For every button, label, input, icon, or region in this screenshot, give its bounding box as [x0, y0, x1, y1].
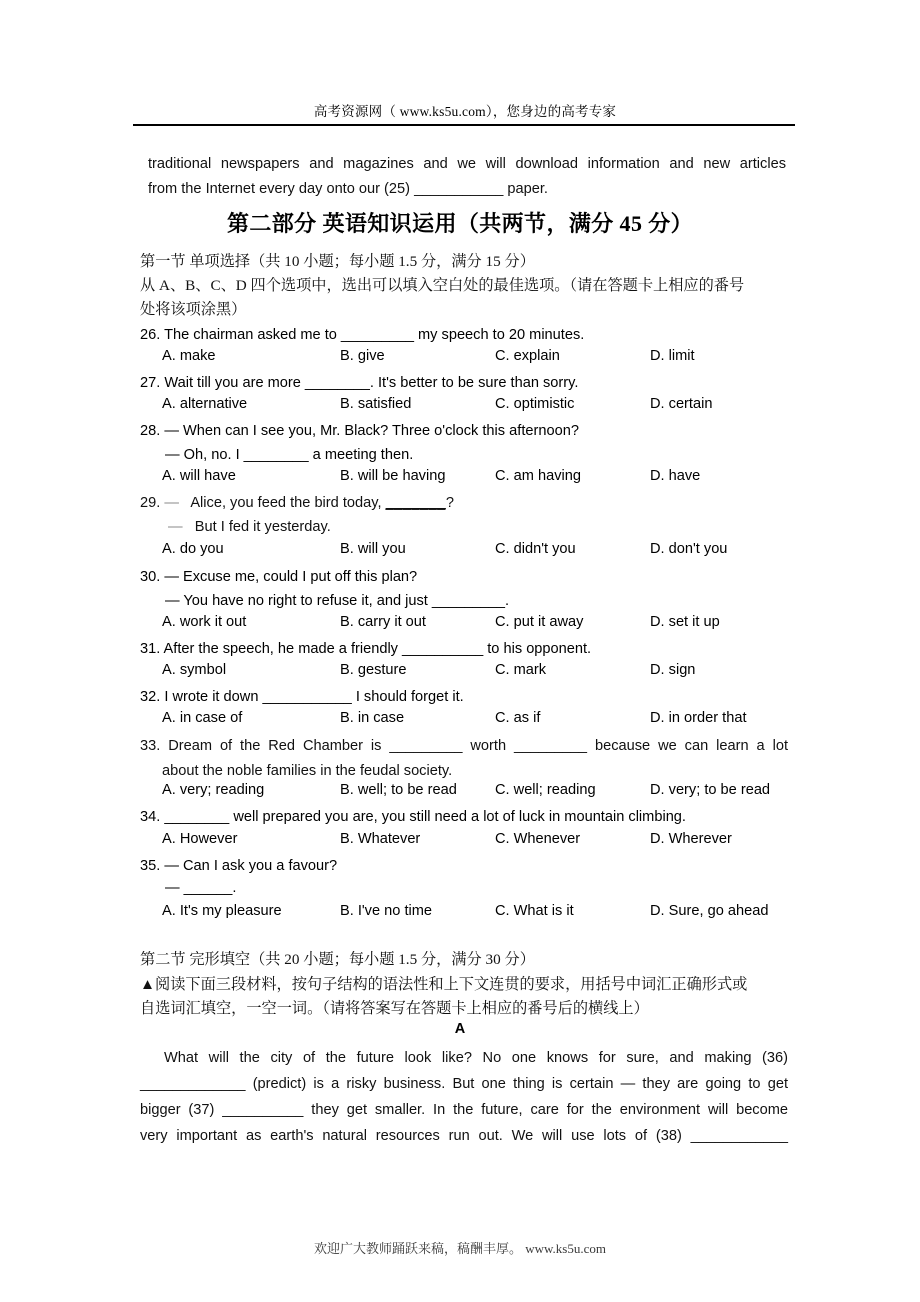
question-29-options [140, 541, 805, 563]
option-c[interactable]: C. well; reading [495, 782, 596, 798]
section2-instruction-line-1: ▲阅读下面三段材料，按句子结构的语法性和上下文连贯的要求，用括号中词汇正确形式或 [140, 976, 748, 993]
question-31-stem: 31. After the speech, he made a friendly __________ to his opponent. [140, 641, 592, 657]
passage-line-1: What will the city of the future look like? No one knows for sure, and making (36) [164, 1050, 788, 1066]
option-c[interactable]: C. put it away [495, 614, 584, 630]
option-c[interactable]: C. optimistic [495, 396, 575, 412]
option-d[interactable]: D. have [650, 468, 701, 484]
question-28-options [140, 468, 805, 490]
question-30-options [140, 614, 805, 636]
option-b[interactable]: B. will you [340, 541, 406, 557]
option-d[interactable]: D. very; to be read [650, 782, 771, 798]
question-26-text: The chairman asked me to _________ my speech to 20 minutes. [164, 327, 585, 343]
question-26-number: 26. [140, 327, 161, 343]
option-a[interactable]: A. It's my pleasure [162, 903, 282, 919]
option-c[interactable]: C. Whenever [495, 831, 581, 847]
option-c[interactable]: C. as if [495, 710, 541, 726]
option-c[interactable]: C. am having [495, 468, 581, 484]
intro-line-2: from the Internet every day onto our (25) ___________ paper. [148, 181, 548, 197]
question-26-options [140, 348, 805, 370]
option-b[interactable]: B. in case [340, 710, 405, 726]
question-34-stem: 34. ________ well prepared you are, you still need a lot of luck in mountain climbing. [140, 809, 686, 825]
question-29-stem-line-1: 29. — Alice, you feed the bird today, _______? [140, 495, 455, 511]
option-d[interactable]: D. certain [650, 396, 713, 412]
site-banner: 高考资源网（ www.ks5u.com），您身边的高考专家 [313, 104, 617, 119]
option-a[interactable]: A. alternative [162, 396, 248, 412]
passage-a [140, 1045, 788, 1149]
question-27-text: Wait till you are more ________. It's better to be sure than sorry. [164, 375, 579, 391]
question-35-stem-line-2: — ______. [165, 880, 237, 896]
question-30-stem-line-1: 30. — Excuse me, could I put off this plan? [140, 569, 418, 585]
intro-line-1: traditional newspapers and magazines and we will download information and new articles [148, 156, 786, 172]
option-b[interactable]: B. will be having [340, 468, 446, 484]
question-31-options [140, 662, 805, 684]
option-b[interactable]: B. give [340, 348, 385, 364]
question-29-number: 29. [140, 495, 161, 511]
question-33-stem-line-1: 33. Dream of the Red Chamber is _________ worth _________ because we can learn a lot [140, 738, 788, 754]
section2-instruction-line-2: 自选词汇填空，一空一词。（请将答案写在答题卡上相应的番号后的横线上） [140, 1000, 649, 1017]
option-c[interactable]: C. mark [495, 662, 547, 678]
option-a[interactable]: A. make [162, 348, 216, 364]
page-footer: 欢迎广大教师踊跃来稿，稿酬丰厚。 www.ks5u.com [313, 1241, 606, 1256]
question-30-stem-line-2: — You have no right to refuse it, and just _________. [165, 593, 510, 609]
question-27-stem [140, 372, 578, 394]
option-b[interactable]: B. I've no time [340, 903, 433, 919]
option-a[interactable]: A. symbol [162, 662, 227, 678]
option-d[interactable]: D. Wherever [650, 831, 732, 847]
question-32-stem: 32. I wrote it down ___________ I should forget it. [140, 689, 464, 705]
option-b[interactable]: B. Whatever [340, 831, 421, 847]
option-c[interactable]: C. What is it [495, 903, 574, 919]
question-33-options [140, 782, 805, 804]
option-b[interactable]: B. gesture [340, 662, 407, 678]
option-d[interactable]: D. Sure, go ahead [650, 903, 769, 919]
option-a[interactable]: A. However [162, 831, 238, 847]
question-26-stem [140, 324, 584, 346]
question-33-stem-line-2: about the noble families in the feudal society. [162, 763, 453, 779]
question-28-stem-line-2: — Oh, no. I ________ a meeting then. [165, 447, 414, 463]
section1-instruction-line-2: 处将该项涂黑） [140, 301, 247, 318]
passage-line-4: very important as earth's natural resources run out. We will use lots of (38) ____________ [140, 1128, 788, 1144]
question-33-stem [140, 734, 788, 784]
option-d[interactable]: D. sign [650, 662, 696, 678]
question-28-stem-line-1: 28. — When can I see you, Mr. Black? Three o'clock this afternoon? [140, 423, 579, 439]
option-b[interactable]: B. carry it out [340, 614, 426, 630]
page-title: 第二部分 英语知识运用（共两节，满分 45 分） [226, 211, 694, 236]
option-c[interactable]: C. didn't you [495, 541, 576, 557]
option-d[interactable]: D. in order that [650, 710, 747, 726]
passage-letter-heading: A [454, 1021, 466, 1037]
option-d[interactable]: D. limit [650, 348, 695, 364]
question-27-options [140, 396, 805, 418]
passage-line-3: bigger (37) __________ they get smaller. In the future, care for the environment will become [140, 1102, 788, 1118]
intro-paragraph [148, 152, 786, 202]
header-divider [133, 124, 795, 126]
option-d[interactable]: D. don't you [650, 541, 728, 557]
question-35-options [140, 903, 805, 925]
question-27-number: 27. [140, 375, 161, 391]
option-c[interactable]: C. explain [495, 348, 560, 364]
question-32-options [140, 710, 805, 732]
option-d[interactable]: D. set it up [650, 614, 720, 630]
option-a[interactable]: A. in case of [162, 710, 243, 726]
passage-line-2: _____________ (predict) is a risky business. But one thing is certain — they are going to get [140, 1076, 788, 1092]
section1-heading: 第一节 单项选择（共 10 小题；每小题 1.5 分，满分 15 分） [140, 253, 535, 270]
section2-heading: 第二节 完形填空（共 20 小题；每小题 1.5 分，满分 30 分） [140, 951, 535, 968]
option-a[interactable]: A. will have [162, 468, 236, 484]
section1-instruction-line-1: 从 A、B、C、D 四个选项中，选出可以填入空白处的最佳选项。（请在答题卡上相应的番号 [140, 277, 745, 294]
question-34-options [140, 831, 805, 853]
option-a[interactable]: A. work it out [162, 614, 247, 630]
question-35-stem-line-1: 35. — Can I ask you a favour? [140, 858, 338, 874]
option-b[interactable]: B. well; to be read [340, 782, 457, 798]
option-a[interactable]: A. very; reading [162, 782, 265, 798]
option-b[interactable]: B. satisfied [340, 396, 412, 412]
question-29-stem-line-2: — But I fed it yesterday. [168, 519, 331, 535]
option-a[interactable]: A. do you [162, 541, 224, 557]
